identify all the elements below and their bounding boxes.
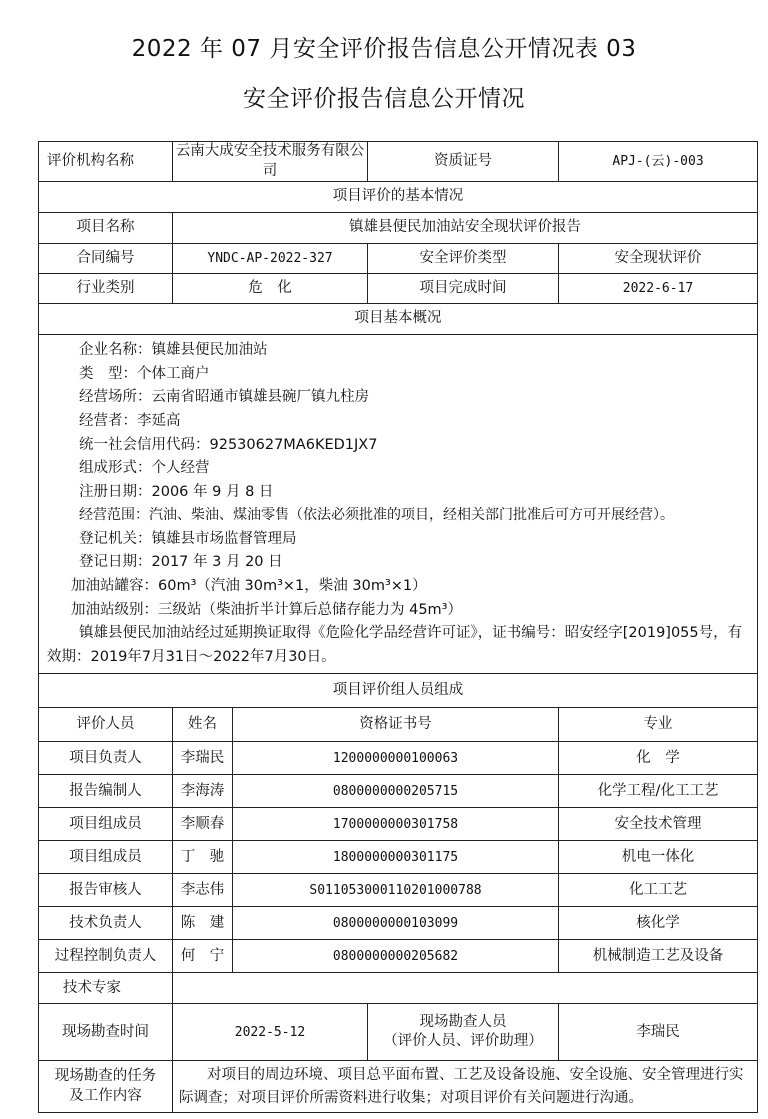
member-role: 报告审核人 bbox=[39, 874, 173, 907]
team-col-cert: 资格证书号 bbox=[233, 708, 559, 742]
member-major: 机械制造工艺及设备 bbox=[559, 940, 758, 973]
table-row bbox=[39, 775, 758, 808]
document-title: 2022 年 07 月安全评价报告信息公开情况表 03 bbox=[131, 36, 637, 62]
member-name: 李顺春 bbox=[173, 808, 233, 841]
member-cert: 1800000000301175 bbox=[233, 841, 559, 874]
project-name-value: 镇雄县便民加油站安全现状评价报告 bbox=[173, 213, 758, 244]
table-row bbox=[39, 907, 758, 940]
member-major: 化工工艺 bbox=[559, 874, 758, 907]
eval-type-value: 安全现状评价 bbox=[559, 244, 758, 274]
member-name: 陈 建 bbox=[173, 907, 233, 940]
survey-people-label bbox=[368, 1004, 559, 1061]
table-row bbox=[39, 841, 758, 874]
member-cert: 0800000000205715 bbox=[233, 775, 559, 808]
org-value: 云南大成安全技术服务有限公司 bbox=[173, 142, 368, 182]
member-role: 项目组成员 bbox=[39, 808, 173, 841]
expert-value bbox=[173, 973, 758, 1004]
member-cert: 0800000000103099 bbox=[233, 907, 559, 940]
overview-line: 统一社会信用代码：92530627MA6KED1JX7 bbox=[79, 436, 378, 453]
table-row bbox=[39, 808, 758, 841]
survey-time-value: 2022-5-12 bbox=[173, 1004, 368, 1061]
member-cert: 1700000000301758 bbox=[233, 808, 559, 841]
task-value: 对项目的周边环境、项目总平面布置、工艺及设备设施、安全设施、安全管理进行实际调查；对项目评价所需资料进行收集；对项目评价有关问题进行沟通。 bbox=[173, 1061, 758, 1113]
contract-label: 合同编号 bbox=[39, 244, 173, 274]
overview-line: 企业名称：镇雄县便民加油站 bbox=[79, 342, 268, 359]
finish-time-label: 项目完成时间 bbox=[368, 274, 559, 304]
document-subtitle: 安全评价报告信息公开情况 bbox=[243, 86, 525, 112]
overview-line: 登记日期：2017 年 3 月 20 日 bbox=[79, 554, 283, 571]
survey-people-label-1: 现场勘查人员 bbox=[419, 1013, 507, 1030]
cert-label: 资质证号 bbox=[368, 142, 559, 182]
survey-people-label-2: （评价人员、评价助理） bbox=[383, 1033, 543, 1050]
license-paragraph: 镇雄县便民加油站经过延期换证取得《危险化学品经营许可证》，证书编号：昭安经字[2019]055号，有效期：2019年7月31日～2022年7月30日。 bbox=[47, 625, 743, 665]
member-name: 丁 驰 bbox=[173, 841, 233, 874]
overview-line: 经营范围：汽油、柴油、煤油零售（依法必须批准的项目，经相关部门批准后可方可开展经营）。 bbox=[79, 507, 674, 524]
team-col-major: 专业 bbox=[559, 708, 758, 742]
member-major: 机电一体化 bbox=[559, 841, 758, 874]
member-role: 技术负责人 bbox=[39, 907, 173, 940]
overview-body bbox=[39, 335, 758, 674]
survey-people-value: 李瑞民 bbox=[559, 1004, 758, 1061]
member-role: 项目组成员 bbox=[39, 841, 173, 874]
overview-line: 加油站级别：三级站（柴油折半计算后总储存能力为 45m³） bbox=[71, 601, 462, 618]
member-role: 报告编制人 bbox=[39, 775, 173, 808]
table-row bbox=[39, 874, 758, 907]
disclosure-table bbox=[38, 141, 758, 1113]
member-major: 核化学 bbox=[559, 907, 758, 940]
member-name: 李海涛 bbox=[173, 775, 233, 808]
member-major: 安全技术管理 bbox=[559, 808, 758, 841]
basic-info-header: 项目评价的基本情况 bbox=[39, 182, 758, 213]
expert-label: 技术专家 bbox=[39, 973, 173, 1004]
task-label-2: 及工作内容 bbox=[69, 1087, 142, 1104]
team-header: 项目评价组人员组成 bbox=[39, 674, 758, 708]
overview-line: 经营者：李延高 bbox=[79, 412, 181, 429]
overview-header: 项目基本概况 bbox=[39, 304, 758, 335]
overview-line: 登记机关：镇雄县市场监督管理局 bbox=[79, 530, 297, 547]
contract-value: YNDC-AP-2022-327 bbox=[173, 244, 368, 274]
org-label: 评价机构名称 bbox=[39, 142, 173, 182]
member-cert: 0800000000205682 bbox=[233, 940, 559, 973]
task-label bbox=[39, 1061, 173, 1113]
team-col-role: 评价人员 bbox=[39, 708, 173, 742]
member-name: 李志伟 bbox=[173, 874, 233, 907]
industry-value: 危 化 bbox=[173, 274, 368, 304]
member-major: 化学工程/化工工艺 bbox=[559, 775, 758, 808]
member-name: 何 宁 bbox=[173, 940, 233, 973]
table-row bbox=[39, 940, 758, 973]
table-row bbox=[39, 742, 758, 775]
overview-line: 经营场所：云南省昭通市镇雄县碗厂镇九柱房 bbox=[79, 389, 369, 406]
overview-line: 注册日期：2006 年 9 月 8 日 bbox=[79, 483, 274, 500]
eval-type-label: 安全评价类型 bbox=[368, 244, 559, 274]
overview-line: 类 型：个体工商户 bbox=[79, 365, 210, 382]
member-role: 项目负责人 bbox=[39, 742, 173, 775]
team-col-name: 姓名 bbox=[173, 708, 233, 742]
industry-label: 行业类别 bbox=[39, 274, 173, 304]
project-name-label: 项目名称 bbox=[39, 213, 173, 244]
overview-line: 组成形式：个人经营 bbox=[79, 460, 210, 477]
task-label-1: 现场勘查的任务 bbox=[54, 1068, 157, 1085]
member-major: 化 学 bbox=[559, 742, 758, 775]
finish-time-value: 2022-6-17 bbox=[559, 274, 758, 304]
member-cert: S011053000110201000788 bbox=[233, 874, 559, 907]
member-role: 过程控制负责人 bbox=[39, 940, 173, 973]
overview-line: 加油站罐容：60m³（汽油 30m³×1，柴油 30m³×1） bbox=[71, 578, 427, 595]
member-name: 李瑞民 bbox=[173, 742, 233, 775]
cert-value: APJ-(云)-003 bbox=[559, 142, 758, 182]
member-cert: 1200000000100063 bbox=[233, 742, 559, 775]
survey-time-label: 现场勘查时间 bbox=[39, 1004, 173, 1061]
